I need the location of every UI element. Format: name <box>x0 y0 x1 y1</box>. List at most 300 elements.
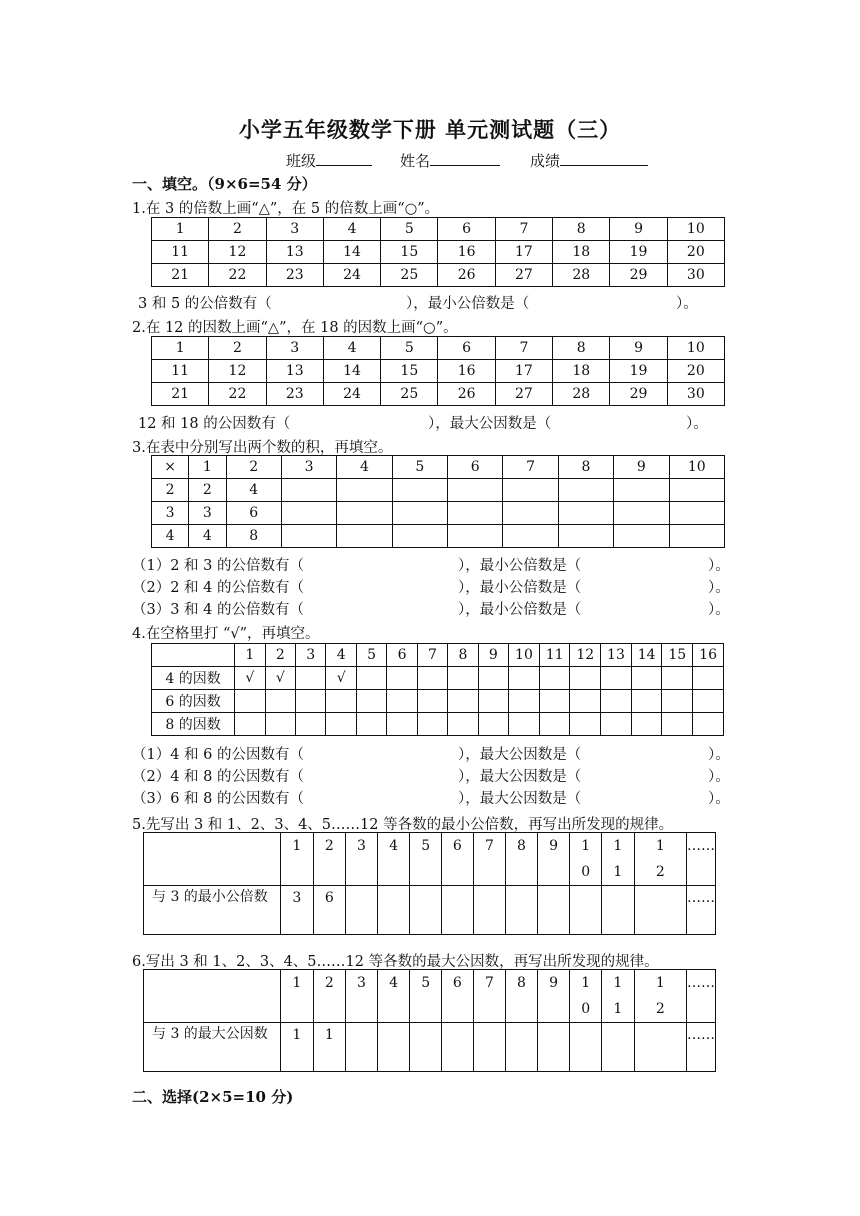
table-cell[interactable] <box>356 713 386 736</box>
table-cell[interactable] <box>326 690 356 713</box>
table-cell[interactable] <box>442 886 474 935</box>
table-row <box>152 337 725 360</box>
table-cell[interactable] <box>152 525 189 548</box>
q5-lcm-table <box>143 832 716 935</box>
table-cell[interactable] <box>152 383 209 406</box>
table-header-cell[interactable] <box>634 833 686 886</box>
table-cell[interactable] <box>553 337 610 360</box>
table-cell[interactable] <box>570 1023 602 1072</box>
table-cell[interactable] <box>602 886 635 935</box>
table-cell[interactable] <box>326 713 356 736</box>
table-header-cell-text: 7 <box>484 975 494 991</box>
table-cell[interactable] <box>448 667 478 690</box>
page-title: 小学五年级数学下册 单元测试题（三） <box>238 117 622 142</box>
table-cell-text: 13 <box>285 244 304 260</box>
table-cell[interactable] <box>387 644 417 667</box>
table-cell[interactable] <box>209 241 266 264</box>
table-header-cell-text: 2 <box>324 838 334 854</box>
table-cell[interactable] <box>438 218 495 241</box>
table-cell[interactable] <box>209 264 266 287</box>
table-cell[interactable] <box>323 360 380 383</box>
q2-answer-b: ），最大公因数是（ <box>428 416 552 432</box>
table-cell[interactable] <box>539 713 570 736</box>
table-cell[interactable] <box>152 241 209 264</box>
table-cell[interactable] <box>266 264 323 287</box>
answer-line-a: （3）3 和 4 的公倍数有（ <box>132 602 305 618</box>
table-header-cell-text: …… <box>687 975 715 991</box>
table-cell[interactable] <box>503 502 558 525</box>
table-cell[interactable] <box>296 644 326 667</box>
table-cell-text: 3 <box>165 505 175 521</box>
table-cell-text: 28 <box>572 386 591 402</box>
table-cell[interactable] <box>281 1023 314 1072</box>
table-cell-text: 7 <box>519 340 529 356</box>
table-cell[interactable] <box>381 337 438 360</box>
table-cell[interactable] <box>265 690 295 713</box>
table-cell[interactable] <box>570 667 601 690</box>
table-cell[interactable] <box>610 360 667 383</box>
table-cell[interactable] <box>558 502 613 525</box>
table-cell[interactable] <box>693 713 724 736</box>
table-row <box>152 713 724 736</box>
table-cell[interactable] <box>570 886 602 935</box>
table-header-cell[interactable] <box>506 970 538 1023</box>
table-header-cell[interactable] <box>602 970 635 1023</box>
table-cell[interactable] <box>662 713 693 736</box>
q4-factor-table <box>151 643 724 736</box>
table-cell[interactable] <box>281 456 336 479</box>
table-cell[interactable] <box>506 886 538 935</box>
table-header-cell[interactable] <box>377 833 410 886</box>
table-cell[interactable] <box>313 1023 346 1072</box>
table-cell-text: √ <box>245 670 255 686</box>
table-cell[interactable] <box>669 479 725 502</box>
table-cell[interactable] <box>323 337 380 360</box>
row-label: 与 3 的最大公因数 <box>144 1023 281 1072</box>
table-cell[interactable] <box>209 383 266 406</box>
table-cell[interactable] <box>509 690 540 713</box>
table-cell[interactable] <box>281 479 336 502</box>
table-cell[interactable] <box>448 479 503 502</box>
table-cell[interactable] <box>296 690 326 713</box>
table-header-cell[interactable] <box>687 970 716 1023</box>
table-cell[interactable] <box>570 644 601 667</box>
table-cell[interactable] <box>189 479 226 502</box>
table-corner-cell <box>144 833 281 886</box>
table-cell[interactable] <box>381 241 438 264</box>
table-cell[interactable] <box>687 1023 716 1072</box>
table-header-cell[interactable] <box>281 833 314 886</box>
table-header-cell-text: 1 2 <box>655 975 665 1017</box>
table-cell-text: 14 <box>343 363 361 379</box>
table-cell[interactable] <box>634 886 686 935</box>
table-cell[interactable] <box>281 502 336 525</box>
table-header-cell[interactable] <box>346 833 378 886</box>
table-cell[interactable] <box>296 667 326 690</box>
table-cell[interactable] <box>313 886 346 935</box>
table-cell-text: 21 <box>171 267 190 283</box>
table-cell[interactable] <box>442 1023 474 1072</box>
q2-answer-c: ）。 <box>686 416 708 432</box>
table-cell[interactable] <box>265 644 295 667</box>
table-cell[interactable] <box>553 241 610 264</box>
table-cell[interactable] <box>495 360 552 383</box>
table-cell[interactable] <box>337 502 392 525</box>
table-header-cell[interactable] <box>687 833 716 886</box>
table-cell[interactable] <box>478 690 508 713</box>
table-cell[interactable] <box>667 383 724 406</box>
table-cell[interactable] <box>570 713 601 736</box>
table-cell-text: 12 <box>576 647 595 663</box>
table-cell[interactable] <box>634 1023 686 1072</box>
table-cell-text: 10 <box>686 340 705 356</box>
table-cell[interactable] <box>337 479 392 502</box>
table-cell[interactable] <box>438 241 495 264</box>
table-cell[interactable] <box>152 690 235 713</box>
table-cell[interactable] <box>473 1023 506 1072</box>
table-cell[interactable] <box>662 644 693 667</box>
table-cell-text: 2 <box>232 221 242 237</box>
table-cell[interactable] <box>392 502 447 525</box>
table-cell[interactable] <box>558 479 613 502</box>
table-cell[interactable] <box>537 886 570 935</box>
table-cell[interactable] <box>266 218 323 241</box>
table-header-cell-text: 2 <box>324 975 334 991</box>
table-cell[interactable] <box>323 264 380 287</box>
table-cell[interactable] <box>235 690 265 713</box>
table-cell[interactable] <box>346 1023 378 1072</box>
table-cell[interactable] <box>281 886 314 935</box>
table-cell[interactable] <box>495 337 552 360</box>
table-header-cell[interactable] <box>473 833 506 886</box>
table-cell[interactable] <box>281 525 336 548</box>
table-cell[interactable] <box>417 667 447 690</box>
table-cell[interactable] <box>296 713 326 736</box>
table-cell[interactable] <box>631 667 662 690</box>
table-cell[interactable] <box>266 360 323 383</box>
table-cell[interactable] <box>152 667 235 690</box>
table-cell[interactable] <box>610 337 667 360</box>
table-cell[interactable] <box>448 525 503 548</box>
table-cell[interactable] <box>610 264 667 287</box>
table-header-cell[interactable] <box>442 833 474 886</box>
table-cell[interactable] <box>601 713 632 736</box>
table-cell[interactable] <box>265 667 295 690</box>
table-cell[interactable] <box>266 241 323 264</box>
q6-prompt: 6.写出 3 和 1、2、3、4、5……12 等各数的最大公因数，再写出所发现的规律。 <box>132 954 659 970</box>
table-cell[interactable] <box>346 886 378 935</box>
table-cell[interactable] <box>417 713 447 736</box>
table-cell[interactable] <box>601 690 632 713</box>
table-cell-text: 4 <box>249 482 259 498</box>
table-header-cell-text: 9 <box>549 838 559 854</box>
table-cell-text: 8 <box>458 647 468 663</box>
table-cell-text: 26 <box>457 267 476 283</box>
table-cell[interactable] <box>387 690 417 713</box>
table-cell[interactable] <box>506 1023 538 1072</box>
row-label: 与 3 的最小公倍数 <box>144 886 281 935</box>
table-cell[interactable] <box>448 713 478 736</box>
table-cell[interactable] <box>558 456 613 479</box>
table-cell[interactable] <box>392 456 447 479</box>
table-cell[interactable] <box>381 218 438 241</box>
table-header-cell[interactable] <box>570 833 602 886</box>
table-cell-text: 4 <box>359 459 369 475</box>
table-header-cell[interactable] <box>602 833 635 886</box>
table-cell[interactable] <box>667 218 724 241</box>
table-cell[interactable] <box>509 667 540 690</box>
table-row <box>152 479 725 502</box>
q6-gcd-table <box>143 969 716 1072</box>
table-header-cell[interactable] <box>377 970 410 1023</box>
table-cell[interactable] <box>392 525 447 548</box>
table-cell[interactable] <box>614 479 669 502</box>
q1-answer-b: ），最小公倍数是（ <box>406 296 530 312</box>
table-cell[interactable] <box>337 525 392 548</box>
table-cell[interactable] <box>323 241 380 264</box>
table-cell[interactable] <box>326 644 356 667</box>
table-cell[interactable] <box>614 502 669 525</box>
table-cell[interactable] <box>602 1023 635 1072</box>
table-cell[interactable] <box>495 264 552 287</box>
class-field <box>286 150 372 171</box>
table-cell[interactable] <box>610 241 667 264</box>
table-cell[interactable] <box>448 644 478 667</box>
table-cell[interactable] <box>495 241 552 264</box>
table-header-cell[interactable] <box>473 970 506 1023</box>
table-cell[interactable] <box>356 690 386 713</box>
table-cell-text: 29 <box>629 386 648 402</box>
table-cell[interactable] <box>669 525 725 548</box>
table-cell[interactable] <box>667 360 724 383</box>
table-cell[interactable] <box>448 690 478 713</box>
table-cell[interactable] <box>687 886 716 935</box>
table-cell-text: 11 <box>171 244 190 260</box>
answer-line-a: （1）2 和 3 的公倍数有（ <box>132 558 305 574</box>
table-cell[interactable] <box>410 1023 442 1072</box>
table-cell[interactable] <box>553 218 610 241</box>
table-cell-text: 4 <box>347 340 357 356</box>
table-cell[interactable] <box>509 713 540 736</box>
table-cell[interactable] <box>356 667 386 690</box>
table-cell[interactable] <box>152 713 235 736</box>
table-cell[interactable] <box>503 479 558 502</box>
table-cell[interactable] <box>631 644 662 667</box>
table-cell[interactable] <box>381 383 438 406</box>
table-cell[interactable] <box>539 644 570 667</box>
table-cell[interactable] <box>209 360 266 383</box>
table-cell[interactable] <box>438 360 495 383</box>
table-cell[interactable] <box>189 525 226 548</box>
table-cell[interactable] <box>226 456 281 479</box>
answer-line-c: ）。 <box>708 747 730 763</box>
table-cell[interactable] <box>235 667 265 690</box>
table-cell[interactable] <box>387 667 417 690</box>
table-cell[interactable] <box>570 690 601 713</box>
table-cell[interactable] <box>226 502 281 525</box>
table-cell-text: 3 <box>290 340 300 356</box>
table-cell-text: 9 <box>636 459 646 475</box>
table-cell[interactable] <box>152 644 235 667</box>
table-cell[interactable] <box>189 502 226 525</box>
table-header-cell[interactable] <box>281 970 314 1023</box>
table-cell-text: 8 <box>576 221 586 237</box>
table-header-cell-text: …… <box>687 838 715 854</box>
table-cell[interactable] <box>614 525 669 548</box>
table-cell-text: 23 <box>285 267 304 283</box>
table-cell[interactable] <box>266 337 323 360</box>
table-cell-text: 13 <box>607 647 625 663</box>
table-cell[interactable] <box>448 456 503 479</box>
table-cell-text: 8 <box>249 528 259 544</box>
table-header-cell[interactable] <box>313 970 346 1023</box>
answer-line-c: ）。 <box>708 602 730 618</box>
table-row <box>152 525 725 548</box>
table-cell[interactable] <box>662 667 693 690</box>
table-cell[interactable] <box>448 502 503 525</box>
table-cell[interactable] <box>503 525 558 548</box>
table-cell[interactable] <box>693 667 724 690</box>
table-header-cell[interactable] <box>570 970 602 1023</box>
table-cell-text: 2 <box>202 482 212 498</box>
table-cell[interactable] <box>610 383 667 406</box>
table-cell[interactable] <box>662 690 693 713</box>
table-header-cell[interactable] <box>313 833 346 886</box>
table-header-cell[interactable] <box>410 833 442 886</box>
table-cell[interactable] <box>235 644 265 667</box>
table-cell[interactable] <box>209 337 266 360</box>
table-cell[interactable] <box>323 218 380 241</box>
table-cell[interactable] <box>601 644 632 667</box>
table-cell[interactable] <box>377 886 410 935</box>
table-cell-text: 25 <box>400 267 419 283</box>
table-cell[interactable] <box>152 479 189 502</box>
table-cell-text: …… <box>687 890 715 906</box>
table-cell-text: 5 <box>367 647 377 663</box>
table-cell[interactable] <box>438 337 495 360</box>
table-cell[interactable] <box>323 383 380 406</box>
table-cell[interactable] <box>226 479 281 502</box>
table-header-cell[interactable] <box>506 833 538 886</box>
table-cell[interactable] <box>614 456 669 479</box>
table-cell[interactable] <box>152 502 189 525</box>
table-header-cell[interactable] <box>346 970 378 1023</box>
table-cell[interactable] <box>553 360 610 383</box>
table-cell[interactable] <box>553 264 610 287</box>
table-cell-text: 1 <box>292 1027 302 1043</box>
table-cell[interactable] <box>478 667 508 690</box>
table-cell-text: 27 <box>515 267 533 283</box>
table-cell[interactable] <box>667 337 724 360</box>
table-cell[interactable] <box>235 713 265 736</box>
table-cell[interactable] <box>473 886 506 935</box>
table-cell-text: 15 <box>668 647 687 663</box>
table-header-cell[interactable] <box>442 970 474 1023</box>
table-cell[interactable] <box>693 644 724 667</box>
table-cell[interactable] <box>553 383 610 406</box>
table-cell[interactable] <box>417 644 447 667</box>
table-cell[interactable] <box>631 690 662 713</box>
table-cell[interactable] <box>478 713 508 736</box>
table-cell[interactable] <box>631 713 662 736</box>
score-label: 成绩 <box>530 152 561 170</box>
table-row <box>152 218 725 241</box>
table-cell[interactable] <box>152 456 189 479</box>
table-cell[interactable] <box>495 383 552 406</box>
table-cell[interactable] <box>478 644 508 667</box>
table-cell[interactable] <box>356 644 386 667</box>
table-cell-text: 16 <box>457 244 476 260</box>
class-blank[interactable] <box>316 151 372 166</box>
table-cell[interactable] <box>152 264 209 287</box>
table-header-cell-text: 5 <box>421 975 431 991</box>
table-cell[interactable] <box>410 886 442 935</box>
table-cell[interactable] <box>152 360 209 383</box>
table-cell-text: 25 <box>400 386 419 402</box>
table-header-cell-text: 1 <box>292 975 302 991</box>
score-blank[interactable] <box>560 151 648 166</box>
table-cell[interactable] <box>265 713 295 736</box>
table-cell[interactable] <box>152 337 209 360</box>
table-cell[interactable] <box>387 713 417 736</box>
table-cell[interactable] <box>495 218 552 241</box>
table-header-cell-text: 1 0 <box>581 975 591 1017</box>
table-cell[interactable] <box>438 383 495 406</box>
table-row <box>144 1023 716 1072</box>
table-header-cell[interactable] <box>634 970 686 1023</box>
table-cell[interactable] <box>337 456 392 479</box>
table-cell[interactable] <box>226 525 281 548</box>
table-cell[interactable] <box>266 383 323 406</box>
table-cell[interactable] <box>326 667 356 690</box>
table-cell[interactable] <box>438 264 495 287</box>
table-cell[interactable] <box>381 360 438 383</box>
table-cell[interactable] <box>667 241 724 264</box>
table-cell[interactable] <box>610 218 667 241</box>
table-cell[interactable] <box>209 218 266 241</box>
table-cell[interactable] <box>558 525 613 548</box>
table-cell[interactable] <box>669 456 725 479</box>
table-cell[interactable] <box>667 264 724 287</box>
table-cell[interactable] <box>601 667 632 690</box>
table-cell[interactable] <box>539 667 570 690</box>
table-cell[interactable] <box>503 456 558 479</box>
table-cell-text: √ <box>336 670 346 686</box>
table-cell[interactable] <box>693 690 724 713</box>
table-header-cell[interactable] <box>410 970 442 1023</box>
table-header-cell[interactable] <box>537 970 570 1023</box>
table-cell[interactable] <box>392 479 447 502</box>
table-header-cell[interactable] <box>537 833 570 886</box>
q1-number-grid <box>151 217 725 287</box>
answer-line-a: （2）4 和 8 的公因数有（ <box>132 769 305 785</box>
table-cell[interactable] <box>152 218 209 241</box>
table-cell[interactable] <box>417 690 447 713</box>
table-cell-text: 27 <box>515 386 533 402</box>
table-cell[interactable] <box>189 456 226 479</box>
table-cell[interactable] <box>381 264 438 287</box>
table-cell-text: 20 <box>686 363 705 379</box>
table-cell[interactable] <box>509 644 540 667</box>
table-cell-text: 28 <box>572 267 591 283</box>
table-cell-text: 8 的因数 <box>165 717 221 733</box>
table-cell[interactable] <box>537 1023 570 1072</box>
table-cell[interactable] <box>377 1023 410 1072</box>
name-blank[interactable] <box>430 151 500 166</box>
table-cell[interactable] <box>669 502 725 525</box>
table-cell-text: 1 <box>324 1027 334 1043</box>
table-cell[interactable] <box>539 690 570 713</box>
